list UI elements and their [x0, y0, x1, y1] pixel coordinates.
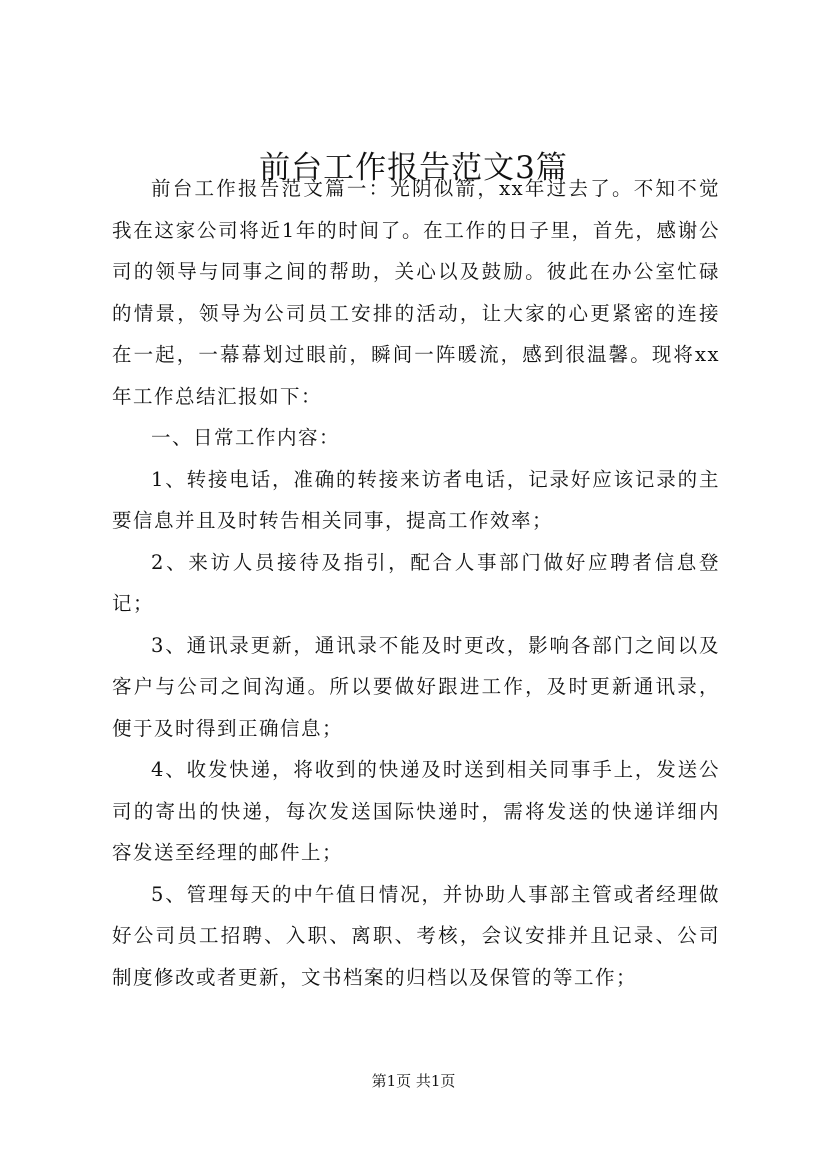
document-title: 前台工作报告范文3篇	[259, 150, 568, 186]
paragraph-intro: 前台工作报告范文篇一：光阴似箭，xx年过去了。不知不觉我在这家公司将近1年的时间了。在工作的日子里，首先，感谢公司的领导与同事之间的帮助，关心以及鼓励。彼此在办公室忙碌的情景，领导为公司员工安排的活动，让大家的心更紧密的连接在一起，一幕幕划过眼前，瞬间一阵暖流，感到很温馨。现将xx年工作总结汇报如下：	[112, 177, 720, 408]
paragraph-item-2: 2、来访人员接待及指引，配合人事部门做好应聘者信息登记；	[112, 550, 720, 615]
paragraph-item-1: 1、转接电话，准确的转接来访者电话，记录好应该记录的主要信息并且及时转告相关同事，提高工作效率；	[112, 467, 720, 532]
paragraph-item-3: 3、通讯录更新，通讯录不能及时更改，影响各部门之间以及客户与公司之间沟通。所以要做好跟进工作，及时更新通讯录，便于及时得到正确信息；	[112, 633, 720, 740]
paragraph-item-5: 5、管理每天的中午值日情况，并协助人事部主管或者经理做好公司员工招聘、入职、离职、考核，会议安排并且记录、公司制度修改或者更新，文书档案的归档以及保管的等工作；	[112, 882, 720, 989]
paragraph-item-4: 4、收发快递，将收到的快递及时送到相关同事手上，发送公司的寄出的快递，每次发送国际快递时，需将发送的快递详细内容发送至经理的邮件上；	[112, 758, 720, 864]
page-footer: 第1页 共1页	[371, 1072, 456, 1090]
paragraph-section-heading: 一、日常工作内容：	[151, 426, 341, 449]
document-body	[112, 168, 720, 998]
